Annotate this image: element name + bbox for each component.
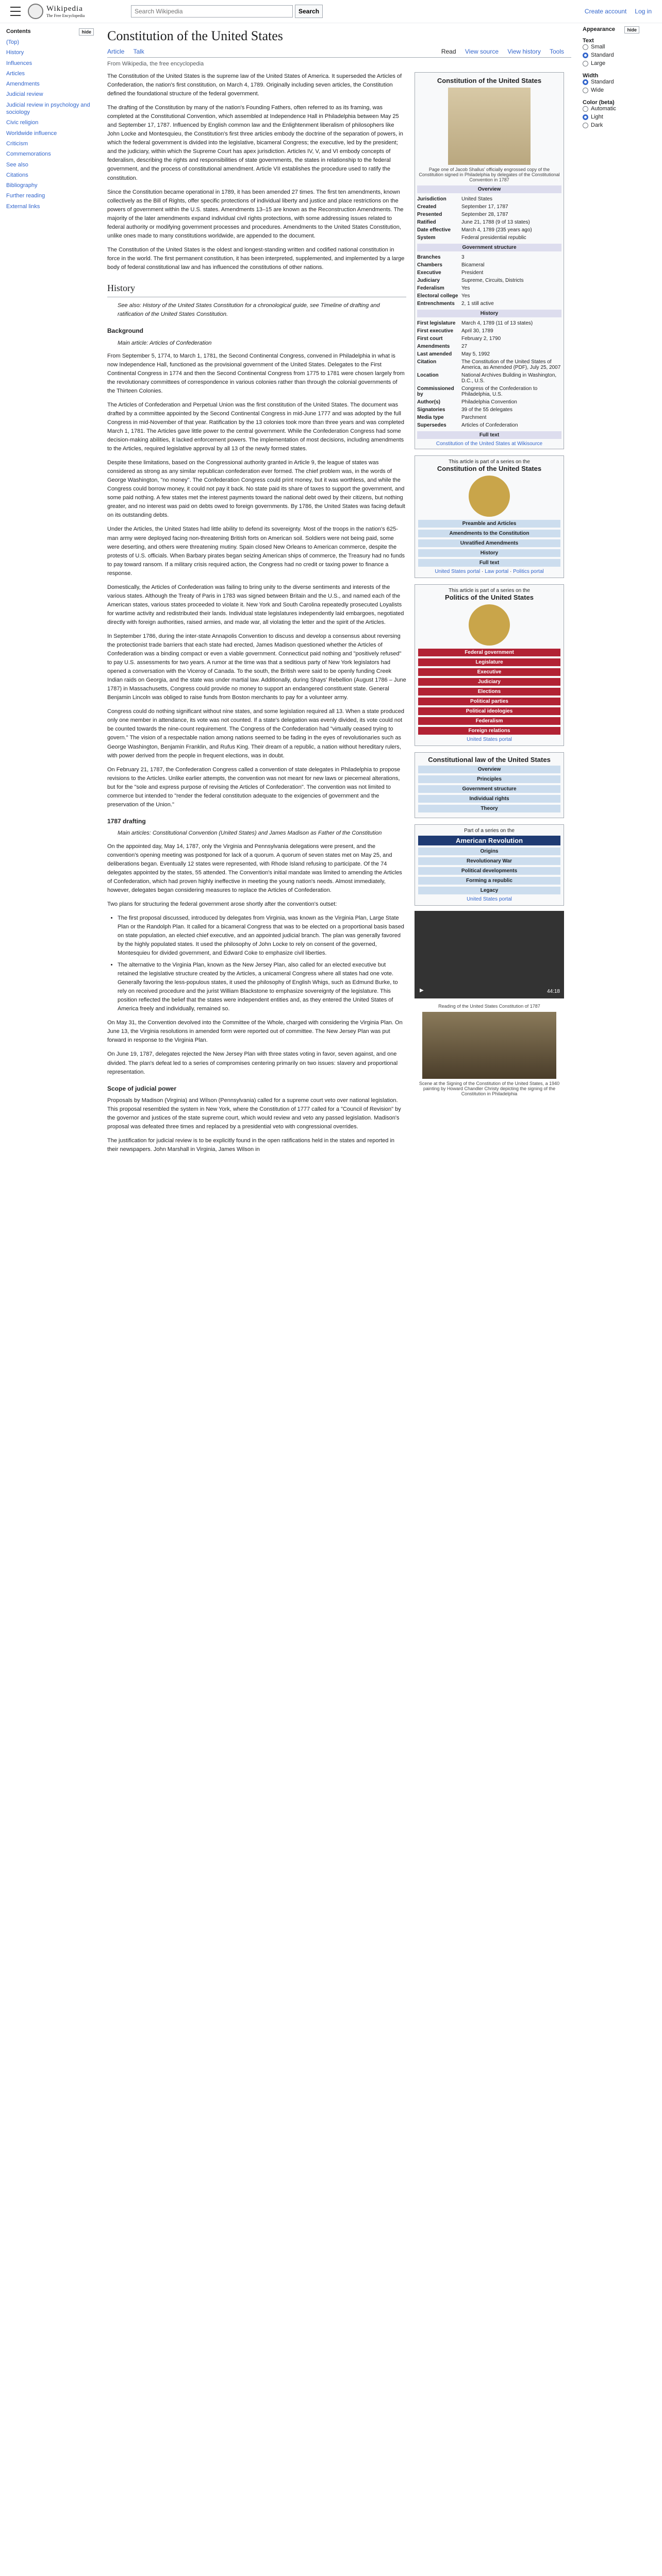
appearance-header: Appearance hide [583, 26, 639, 33]
hatnote: Main article: Articles of Confederation [118, 340, 212, 346]
subsection-heading: 1787 drafting [107, 817, 146, 825]
navbox-title[interactable]: American Revolution [418, 836, 560, 845]
toc-item[interactable]: Civic religion [6, 120, 39, 126]
hatnote: Main articles: Constitutional Convention (United States) and James Madison as Father of the Constitution [118, 830, 382, 837]
paragraph: The Articles of Confederation and Perpetual Union was the first constitution of the United States. The document was drafted by a committee appointed by the Second Continental Congress in mid-June 1777 and was adopted by the full Congress in mid-November of that year. Ratification by the 13 colonies took more than three years and was completed March 1, 1781. The Articles gave little power to the central government. While the Confederation Congress had some decision-making abilities, it lacked enforcement powers. The implementation of most decisions, including amendments to the Articles, required legislative approval by all 13 of the newly formed states. [107, 401, 404, 452]
navbox-section[interactable]: Individual rights [418, 795, 560, 803]
navbox-section[interactable]: Principles [418, 775, 560, 783]
paragraph: In September 1786, during the inter-state Annapolis Convention to discuss and develop a consensus about reversing the protectionist trade barriers that each state had erected, James Madison questioned whether the Articles of Confederation was a binding compact or even a viable government. Connecticut paid nothing and "positively refused" to pay U.S. assessments for two years. A rumor at the time was that a seditious party of New York legislators had opened a conversation with the Viceroy of Canada. To the south, the British were said to be openly funding Creek Indian raids on Georgia, and the state was under martial law. Additionally, during Shays' Rebellion (August 1786 – June 1787) in Massachusetts, Congress could provide no money to support an endangered constituent state. General Benjamin Lincoln was obliged to raise funds from Boston merchants to pay for a volunteer army. [107, 633, 406, 701]
table-of-contents [0, 23, 100, 1160]
wordmark: Wikipedia The Free Encyclopedia [46, 5, 85, 18]
navbox-title[interactable]: Constitutional law of the United States [428, 756, 551, 764]
portal-link[interactable]: Politics portal [513, 569, 544, 574]
toc-item[interactable]: Commemorations [6, 151, 51, 158]
infobox-row: Author(s) Philadelphia Convention [417, 399, 517, 405]
navbox-section[interactable]: Foreign relations [418, 727, 560, 735]
radio-icon [583, 53, 588, 58]
infobox-row: Supersedes Articles of Confederation [417, 422, 518, 428]
menu-icon[interactable] [10, 7, 21, 16]
video-duration: 44:18 [547, 989, 560, 994]
infobox-row: Jurisdiction United States [417, 196, 493, 202]
infobox-title: Constitution of the United States [437, 77, 542, 84]
infobox-section: Government structure [417, 244, 561, 251]
infobox-row: Chambers Bicameral [417, 262, 485, 268]
infobox-row: Ratified June 21, 1788 (9 of 13 states) [417, 219, 530, 225]
page-title: Constitution of the United States [107, 28, 283, 43]
seal-image [469, 476, 510, 517]
paragraph: Despite these limitations, based on the Congressional authority granted in Article 9, the league of states was considered as strong as any similar republican confederation ever formed. The chief problem was, in the words of George Washington, "no money". The Confederation Congress could print money, but it was worthless, and while the Congress could borrow money, it could not pay it back. No state paid its share of taxes to support the government, and some paid nothing. A few states met the interest payments toward the national debt owed by their citizens, but nothing greater, and no interest was paid on debts owed to foreign governments. By 1786, the United States was facing default on its outstanding debts. [107, 460, 405, 519]
tab-article[interactable]: Article [107, 48, 125, 55]
top-bar [0, 0, 662, 23]
login-link[interactable]: Log in [635, 8, 652, 15]
search-button[interactable]: Search [295, 5, 323, 18]
painting-caption: Scene at the Signing of the Constitution of the United States, a 1940 painting by Howard Chandler Christy depicting the signing of the Constitution in Philadelphia [419, 1081, 560, 1096]
from-line: From Wikipedia, the free encyclopedia [107, 61, 204, 67]
video-caption: Reading of the United States Constitution of 1787 [438, 1004, 540, 1009]
infobox [415, 72, 564, 449]
color-option[interactable]: Automatic [583, 106, 639, 112]
infobox-row: Executive President [417, 270, 484, 276]
portal-link[interactable]: United States portal [435, 569, 481, 574]
signing-painting[interactable] [422, 1012, 556, 1079]
navbox-section[interactable]: Executive [418, 668, 560, 676]
radio-icon [583, 44, 588, 50]
infobox-row: System Federal presidential republic [417, 235, 526, 241]
navbox-section[interactable]: Legacy [418, 887, 560, 894]
navbox-section[interactable]: Elections [418, 688, 560, 696]
infobox-row: Federalism Yes [417, 285, 470, 291]
paragraph: The Constitution of the United States is the supreme law of the United States of America. It superseded the Articles of Confederation, the nation's first constitution, on March 4, 1789. Originally including seven articles, the Constitution defined the foundational structure of the federal government. [107, 73, 402, 97]
width-group: Width Standard Wide [583, 73, 639, 93]
navbox-section[interactable]: Origins [418, 848, 560, 855]
infobox-row: Media type Parchment [417, 415, 487, 420]
radio-icon [583, 123, 588, 128]
portal-link[interactable]: United States portal [467, 896, 512, 902]
paragraph: The Constitution of the United States is the oldest and longest-standing written and codified national constitution in force in the world. The first permanent constitution, it has been interpreted, supplemented, and implemented by a large body of federal constitutional law and has influenced the constitutions of other nations. [107, 246, 405, 270]
infobox-section: Overview [417, 185, 561, 193]
color-option[interactable]: Light [583, 114, 639, 120]
infobox-row: Location National Archives Building in Washington, D.C., U.S. [417, 372, 557, 384]
infobox-row: Date effective March 4, 1789 (235 years ago) [417, 227, 532, 233]
infobox-row: Commissioned by Congress of the Confederation to Philadelphia, U.S. [417, 386, 538, 397]
infobox-row: Electoral college Yes [417, 293, 470, 299]
paragraph: Congress could do nothing significant without nine states, and some legislation required all 13. When a state produced only one member in attendance, its vote was not counted. If a state's delegation was evenly divided, its vote could not be counted towards the nine-count requirement. The Congress of the Confederation had "virtually ceased trying to govern." The vision of a respectable nation among nations seemed to be fading in the eyes of revolutionaries such as George Washington, Benjamin Franklin, and Rufus King. Their dream of a republic, a nation without hereditary rulers, with power derived from the people in frequent elections, was in doubt. [107, 708, 405, 759]
appearance-panel [578, 23, 643, 1160]
seal-image [469, 604, 510, 646]
navbox-section[interactable]: Revolutionary War [418, 857, 560, 865]
toc-item[interactable]: Influences [6, 60, 32, 66]
portal-links: United States portal · Law portal · Politics portal [435, 569, 544, 574]
infobox-row: Signatories 39 of the 55 delegates [417, 407, 512, 413]
paragraph: On the appointed day, May 14, 1787, only the Virginia and Pennsylvania delegations were present, and the convention's opening meeting was postponed for lack of a quorum. A quorum of seven states met on May 25, and deliberations began. Eventually 12 states were represented, with Rhode Island refusing to participate. Of the 74 delegates appointed by the states, 55 attended. The Convention's initial mandate was limited to amending the Articles of Confederation, which had proven highly ineffective in meeting the young nation's needs. Almost immediately, however, delegates began considering measures to replace the Articles of Confederation. [107, 843, 402, 893]
paragraph: On February 21, 1787, the Confederation Congress called a convention of state delegates in Philadelphia to propose revisions to the Articles. Unlike earlier attempts, the convention was not meant for new laws or piecemeal alterations, but for the "sole and express purpose of revising the Articles of Confederation". The convention was not limited to commerce but intended to "render the federal constitution adequate to the exigencies of government and the preservation of the Union." [107, 766, 401, 808]
appearance-hide-button[interactable]: hide [624, 26, 639, 33]
radio-icon [583, 79, 588, 85]
navbox-section[interactable]: History [418, 549, 560, 557]
tab-talk[interactable]: Talk [133, 48, 144, 55]
navbox-title[interactable]: Constitution of the United States [437, 465, 542, 472]
width-option[interactable]: Wide [583, 87, 639, 93]
paragraph: The justification for judicial review is to be explicitly found in the open ratifications held in the states and reported in their newspapers. John Marshall in Virginia, James Wilson in [107, 1138, 395, 1153]
portal-link[interactable]: United States portal [467, 737, 512, 742]
wikipedia-logo[interactable] [28, 4, 110, 19]
infobox-row: Judiciary Supreme, Circuits, Districts [417, 278, 524, 283]
navbox-section[interactable]: Judiciary [418, 678, 560, 686]
search-input[interactable] [131, 5, 293, 18]
list-item: • The alternative to the Virginia Plan, known as the New Jersey Plan, also called for an elected executive but retained the legislative structure created by the Articles, a unicameral Congress where all states had one vote. Generally favoring the less-populous states, it used the philosophy of English Whigs, such as Edmund Burke, to rely on received procedure and the jurist William Blackstone to emphasize sovereignty of the legislature. This position reflected the belief that the states were independent entities and, as they entered the United States of America freely and individually, remained so. [118, 961, 406, 1013]
list-item: • The first proposal discussed, introduced by delegates from Virginia, was known as the Virginia Plan, Large State Plan or the Randolph Plan. It called for a bicameral Congress that was to be elected on a proportional basis based on state population, an elected chief executive, and an appointed judicial branch. The plan was generally favored by the highly populated states. It used the philosophy of John Locke to rely on consent of the governed, Montesquieu for divided government, and Edward Coke to emphasize civil liberties. [118, 914, 406, 958]
page-tabs [107, 48, 571, 58]
width-option[interactable]: Standard [583, 79, 639, 85]
infobox-section: History [417, 310, 561, 317]
navbox-section[interactable]: Legislature [418, 658, 560, 666]
series-label: This article is part of a series on the [449, 588, 530, 594]
tab-tools[interactable]: Tools [549, 48, 564, 55]
constitution-image[interactable] [448, 88, 531, 165]
navbox-section[interactable]: Overview [418, 766, 560, 773]
constitutional-law-navbox [415, 752, 564, 818]
toc-hide-button[interactable]: hide [79, 28, 94, 36]
wikisource-link[interactable]: Constitution of the United States at Wikisource [436, 441, 543, 447]
infobox-row: Last amended May 5, 1992 [417, 351, 490, 357]
section-heading: History [107, 281, 406, 297]
article-body [107, 72, 406, 1160]
subsection-heading: Scope of judicial power [107, 1084, 177, 1092]
user-links [585, 8, 652, 15]
text-option[interactable]: Large [583, 60, 639, 66]
text-size-group: Text Small Standard Large [583, 38, 639, 66]
infobox-row: First executive April 30, 1789 [417, 328, 493, 334]
create-account-link[interactable]: Create account [584, 8, 627, 15]
color-option[interactable]: Dark [583, 122, 639, 128]
toc-item[interactable]: Judicial review in psychology and sociology [6, 101, 90, 116]
navbox-section[interactable]: Theory [418, 805, 560, 812]
toc-item[interactable]: Citations [6, 172, 28, 178]
subsection-heading: Background [107, 327, 144, 334]
paragraph: Domestically, the Articles of Confederation was failing to bring unity to the diverse sentiments and interests of the various states. Although the Treaty of Paris in 1783 was signed between Britain and the U.S., and named each of the American states, various states proceeded to violate it. New York and South Carolina repeatedly prosecuted Loyalists for wartime activity and redistributed their lands. Individual state legislatures independently laid embargoes, negotiated directly with foreign authorities, raised armies, and made war, all violating the letter and the spirit of the Articles. [107, 584, 404, 625]
navbox-section[interactable]: Federalism [418, 717, 560, 725]
navbox-section[interactable]: Preamble and Articles [418, 520, 560, 528]
video-player[interactable] [415, 911, 564, 998]
infobox-row: First legislature March 4, 1789 (11 of 13 states) [417, 320, 533, 326]
paragraph: Under the Articles, the United States had little ability to defend its sovereignty. Most of the troops in the nation's 625-man army were deployed facing non-threatening British forts on American soil. Soldiers were not being paid, some were deserting, and others were threatening mutiny. Spain closed New Orleans to American commerce, despite the protests of U.S. officials. When Barbary pirates began seizing American ships of commerce, the Treasury had no funds to pay toward ransom. If a military crisis required action, the Congress had no credit or taxing power to finance a response. [107, 526, 405, 577]
toc-item[interactable]: Worldwide influence [6, 130, 57, 137]
infobox-row: Created September 17, 1787 [417, 204, 508, 210]
article [100, 23, 578, 1160]
navbox-section[interactable]: Forming a republic [418, 877, 560, 885]
globe-icon [28, 4, 43, 19]
toc-item[interactable]: (Top) [6, 39, 20, 45]
infobox-row: Presented September 28, 1787 [417, 212, 508, 217]
navbox-section[interactable]: Political parties [418, 698, 560, 705]
right-column [415, 72, 564, 1160]
text-option[interactable]: Standard [583, 52, 639, 58]
text-option[interactable]: Small [583, 44, 639, 50]
toc-item[interactable]: Articles [6, 70, 25, 77]
navbox-section[interactable]: Unratified Amendments [418, 539, 560, 547]
radio-icon [583, 88, 588, 93]
navbox-title[interactable]: Politics of the United States [445, 594, 534, 601]
toc-item[interactable]: History [6, 49, 24, 56]
image-caption: Page one of Jacob Shallus' officially engrossed copy of the Constitution signed in Philadelphia by delegates of the Constitutional Convention in 1787 [419, 167, 560, 182]
series-label: This article is part of a series on the [449, 459, 530, 465]
toc-item[interactable]: Bibliography [6, 182, 38, 189]
paragraph: Since the Constitution became operational in 1789, it has been amended 27 times. The first ten amendments, known collectively as the Bill of Rights, offer specific protections of individual liberty and justice and place restrictions on the powers of government within the U.S. states. Amendments 13–15 are known as the Reconstruction Amendments. The majority of the later amendments expand individual civil rights protections, with some addressing issues related to federal authority or modifying government processes and procedures. Amendments to the United States Constitution, unlike ones made to many constitutions worldwide, are appended to the document. [107, 189, 404, 239]
paragraph: The drafting of the Constitution by many of the nation's Founding Fathers, often referred to as its framing, was completed at the Constitutional Convention, which assembled at Independence Hall in Philadelphia between May 25 and September 17, 1787. Influenced by English common law and the Enlightenment liberalism of philosophers like John Locke and Montesquieu, the Constitution's first three articles embody the doctrine of the separation of powers, in which the federal government is divided into the legislative, bicameral Congress; the executive, led by the president; and the judiciary, within which the Supreme Court has apex jurisdiction. Articles IV, V, and VI embody concepts of federalism, describing the rights and responsibilities of state governments, the states in relationship to the federal government, and the process of constitutional amendment. Article VII establishes the procedure used to ratify the constitution. [107, 105, 403, 181]
toc-item[interactable]: External links [6, 203, 40, 210]
paragraph: On June 19, 1787, delegates rejected the New Jersey Plan with three states voting in favor, seven against, and one divided. The plan's defeat led to a series of compromises centering primarily on two issues: slavery and proportional representation. [107, 1051, 398, 1075]
paragraph: From September 5, 1774, to March 1, 1781, the Second Continental Congress, convened in Philadelphia in what is now Independence Hall, functioned as the provisional government of the United States. Delegates to the First Continental Congress in 1774 and then the Second Continental Congress from 1775 to 1781 were chosen largely from the revolutionary committees of correspondence in various colonies rather than through the colonial governments of the Thirteen Colonies. [107, 352, 405, 394]
paragraph: On May 31, the Convention devolved into the Committee of the Whole, charged with considering the Virginia Plan. On June 13, the Virginia resolutions in amended form were reported out of committee. The New Jersey Plan was put forward in response to the Virginia Plan. [107, 1020, 403, 1044]
navbox-section[interactable]: Full text [418, 559, 560, 567]
radio-icon [583, 61, 588, 66]
plan-list [107, 914, 406, 1014]
toc-item[interactable]: Criticism [6, 140, 28, 147]
search-bar [131, 5, 323, 18]
toc-item[interactable]: Amendments [6, 81, 40, 88]
infobox-section: Full text [417, 431, 561, 439]
navbox-section[interactable]: Political ideologies [418, 707, 560, 715]
toc-header: Contents hide [6, 28, 94, 36]
tab-view-history[interactable]: View history [507, 48, 541, 55]
navbox-section[interactable]: Political developments [418, 867, 560, 875]
series-label: Part of a series on the [464, 828, 515, 834]
hatnote: See also: History of the United States Constitution for a chronological guide, see Timeline of drafting and ratification of the United States Constitution. [118, 302, 380, 317]
infobox-row: Branches 3 [417, 255, 465, 260]
toc-item[interactable]: See also [6, 161, 28, 168]
infobox-row: Entrenchments 2, 1 still active [417, 301, 494, 307]
revolution-navbox [415, 824, 564, 906]
navbox-section[interactable]: Federal government [418, 649, 560, 656]
radio-icon [583, 106, 588, 112]
toc-item[interactable]: Judicial review [6, 91, 43, 98]
paragraph: Proposals by Madison (Virginia) and Wilson (Pennsylvania) called for a supreme court veto over national legislation. This proposal resembled the system in New York, where the Constitution of 1777 called for a "Council of Revision" by the governor and justices of the state supreme court, which would review and veto any passed legislation. Madison's proposal was defeated three times and replaced by a presidential veto with congressional overrides. [107, 1097, 401, 1130]
constitution-navbox [415, 455, 564, 578]
radio-icon [583, 114, 588, 120]
tab-view-source[interactable]: View source [465, 48, 499, 55]
infobox-row: Amendments 27 [417, 344, 468, 349]
navbox-section[interactable]: Government structure [418, 785, 560, 793]
tab-read[interactable]: Read [441, 48, 456, 55]
politics-navbox [415, 584, 564, 746]
toc-item[interactable]: Further reading [6, 193, 45, 199]
infobox-row: First court February 2, 1790 [417, 336, 501, 342]
paragraph: Two plans for structuring the federal government arose shortly after the convention's outset: [107, 901, 337, 907]
color-group: Color (beta) Automatic Light Dark [583, 99, 639, 128]
portal-link[interactable]: Law portal [485, 569, 509, 574]
navbox-section[interactable]: Amendments to the Constitution [418, 530, 560, 537]
infobox-row: Citation The Constitution of the United States of America, as Amended (PDF), July 25, 2007 [417, 359, 561, 370]
